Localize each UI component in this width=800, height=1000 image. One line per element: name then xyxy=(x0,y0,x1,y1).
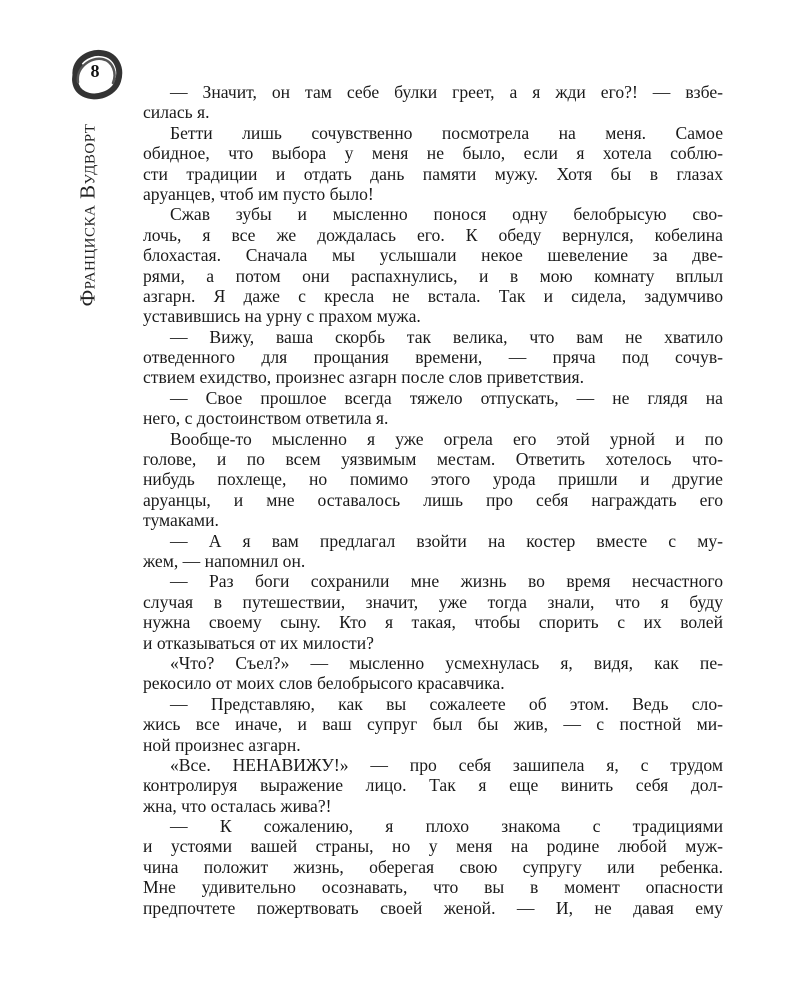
running-head-author: Франциска Вудворт xyxy=(75,123,100,307)
text-line: контролируя выражение лицо. Так я еще винить себя дол- xyxy=(143,775,723,796)
text-line: и отказываться от их милости? xyxy=(143,632,374,653)
body-text xyxy=(143,82,723,918)
text-line: — Вижу, ваша скорбь так велика, что вам не хватило xyxy=(170,326,723,347)
text-line: Мне удивительно осознавать, что вы в момент опасности xyxy=(143,877,723,898)
text-line: «Что? Съел?» — мысленно усмехнулась я, видя, как пе- xyxy=(170,652,723,673)
text-line: голове, и по всем уязвимым местам. Ответить хотелось что- xyxy=(143,449,723,470)
text-line: жем, — напомнил он. xyxy=(143,550,306,571)
text-line: ствием ехидство, произнес азгарн после слов приветствия. xyxy=(143,367,585,388)
text-line: — Значит, он там себе булки греет, а я жди его?! — взбе- xyxy=(170,82,723,102)
text-line: отведенного для прощания времени, — пряча под сочув- xyxy=(143,347,723,368)
text-line: обидное, что выбора у меня не было, если я хотела соблю- xyxy=(143,143,723,164)
text-line: рями, а потом они распахнулись, и в мою комнату вплыл xyxy=(143,265,723,286)
text-line: «Все. НЕНАВИЖУ!» — про себя зашипела я, с трудом xyxy=(170,754,723,775)
text-line: — Представляю, как вы сожалеете об этом. Ведь сло- xyxy=(170,693,723,714)
text-line: — Свое прошлое всегда тяжело отпускать, — не глядя на xyxy=(170,387,723,408)
text-line: уставившись на урну с прахом мужа. xyxy=(143,306,421,327)
text-line: блохастая. Сначала мы услышали некое шевеление за две- xyxy=(143,245,723,266)
text-line: чина положит жизнь, оберегая свою супругу или ребенка. xyxy=(143,856,723,877)
page-number: 8 xyxy=(90,61,100,81)
page-number-badge xyxy=(66,48,124,102)
text-line: Сжав зубы и мысленно понося одну белобрысую сво- xyxy=(170,204,723,225)
text-line: силась я. xyxy=(143,102,210,123)
text-line: — К сожалению, я плохо знакома с традициями xyxy=(170,816,723,837)
text-line: жна, что осталась жива?! xyxy=(143,795,332,816)
text-line: тумаками. xyxy=(143,510,219,531)
text-line: нужна своему сыну. Кто я такая, чтобы спорить с их волей xyxy=(143,612,723,633)
text-line: и устоями вашей страны, но у меня на родине любой муж- xyxy=(143,836,723,857)
text-line: аруанцев, чтоб им пусто было! xyxy=(143,183,374,204)
text-line: предпочтете пожертвовать своей женой. — И, не давая ему xyxy=(143,897,723,918)
text-line: — А я вам предлагал взойти на костер вместе с му- xyxy=(170,530,723,551)
text-line: случая в путешествии, значит, уже тогда знали, что я буду xyxy=(143,591,723,612)
text-line: аруанцы, и мне оставалось лишь про себя награждать его xyxy=(143,489,723,510)
text-line: нибудь похлеще, но помимо этого урода пришли и другие xyxy=(143,469,723,490)
text-line: азгарн. Я даже с кресла не встала. Так и сидела, задумчиво xyxy=(143,285,723,306)
text-line: Вообще-то мысленно я уже огрела его этой урной и по xyxy=(170,428,723,449)
text-line: жись все иначе, и ваш супруг был бы жив, — с постной ми- xyxy=(143,714,723,735)
text-line: лочь, я все же дождалась его. К обеду вернулся, кобелина xyxy=(143,224,723,245)
text-line: рекосило от моих слов белобрысого красавчика. xyxy=(143,673,505,694)
text-line: — Раз боги сохранили мне жизнь во время несчастного xyxy=(170,571,723,592)
text-line: сти традиции и отдать дань памяти мужу. Хотя бы в глазах xyxy=(143,163,723,184)
text-line: него, с достоинством ответила я. xyxy=(143,408,389,429)
text-line: Бетти лишь сочувственно посмотрела на меня. Самое xyxy=(170,122,723,143)
text-line: ной произнес азгарн. xyxy=(143,734,301,755)
